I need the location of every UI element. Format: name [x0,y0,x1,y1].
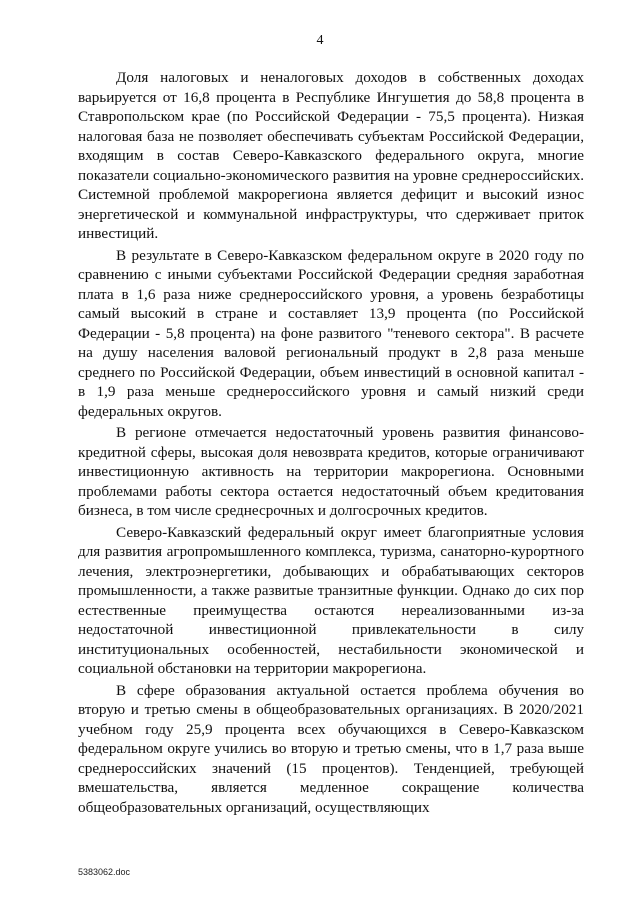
document-body [78,68,584,819]
paragraph-3: В регионе отмечается недостаточный уровень развития финансово-кредитной сферы, высокая доля невозврата кредитов, которые ограничивают инвестиционную активность на территории макрорегиона. Основными проблемами работы сектора остается недостаточный объем кредитования бизнеса, в том числе среднесрочных и долгосрочных кредитов. [78,424,584,519]
page-number: 4 [316,33,324,48]
document-footer-filename: 5383062.doc [78,867,131,877]
paragraph-4: Северо-Кавказский федеральный округ имеет благоприятные условия для развития агропромышленного комплекса, туризма, санаторно-курортного лечения, электроэнергетики, добывающих и обрабатывающих секторов промышленности, а также развитые транзитные функции. Однако до сих пор естественные преимущества остаются нереализованными из-за недостаточной инвестиционной привлекательности в силу институциональных особенностей, нестабильности экономической и социальной обстановки на территории макрорегиона. [78,523,584,677]
paragraph-5: В сфере образования актуальной остается проблема обучения во вторую и третью смены в общеобразовательных организациях. В 2020/2021 учебном году 25,9 процента всех обучающихся в Северо-Кавказском федеральном округе учились во вторую и третью смены, что в 1,7 раза выше среднероссийских значений (15 процентов). Тенденцией, требующей вмешательства, является медленное сокращение количества общеобразовательных организаций, осуществляющих [78,681,584,816]
paragraph-1: Доля налоговых и неналоговых доходов в собственных доходах варьируется от 16,8 процента в Республике Ингушетия до 58,8 процента в Ставропольском крае (по Российской Федерации - 75,5 процента). Низкая налоговая база не позволяет обеспечивать субъектам Российской Федерации, входящим в состав Северо-Кавказского федерального округа, многие показатели социально-экономического развития на уровне среднероссийских. Системной проблемой макрорегиона является дефицит и высокий износ энергетической и коммунальной инфраструктуры, что сдерживает приток инвестиций. [78,69,584,242]
paragraph-2: В результате в Северо-Кавказском федеральном округе в 2020 году по сравнению с иными субъектами Российской Федерации средняя заработная плата в 1,6 раза ниже среднероссийского уровня, а уровень безработицы самый высокий в стране и составляет 13,9 процента (по Российской Федерации - 5,8 процента) на фоне развитого "теневого сектора". В расчете на душу населения валовой региональный продукт в 2,8 раза меньше среднего по Российской Федерации, объем инвестиций в основной капитал - в 1,9 раза меньше среднероссийского уровня и самый низкий среди федеральных округов. [78,246,584,420]
